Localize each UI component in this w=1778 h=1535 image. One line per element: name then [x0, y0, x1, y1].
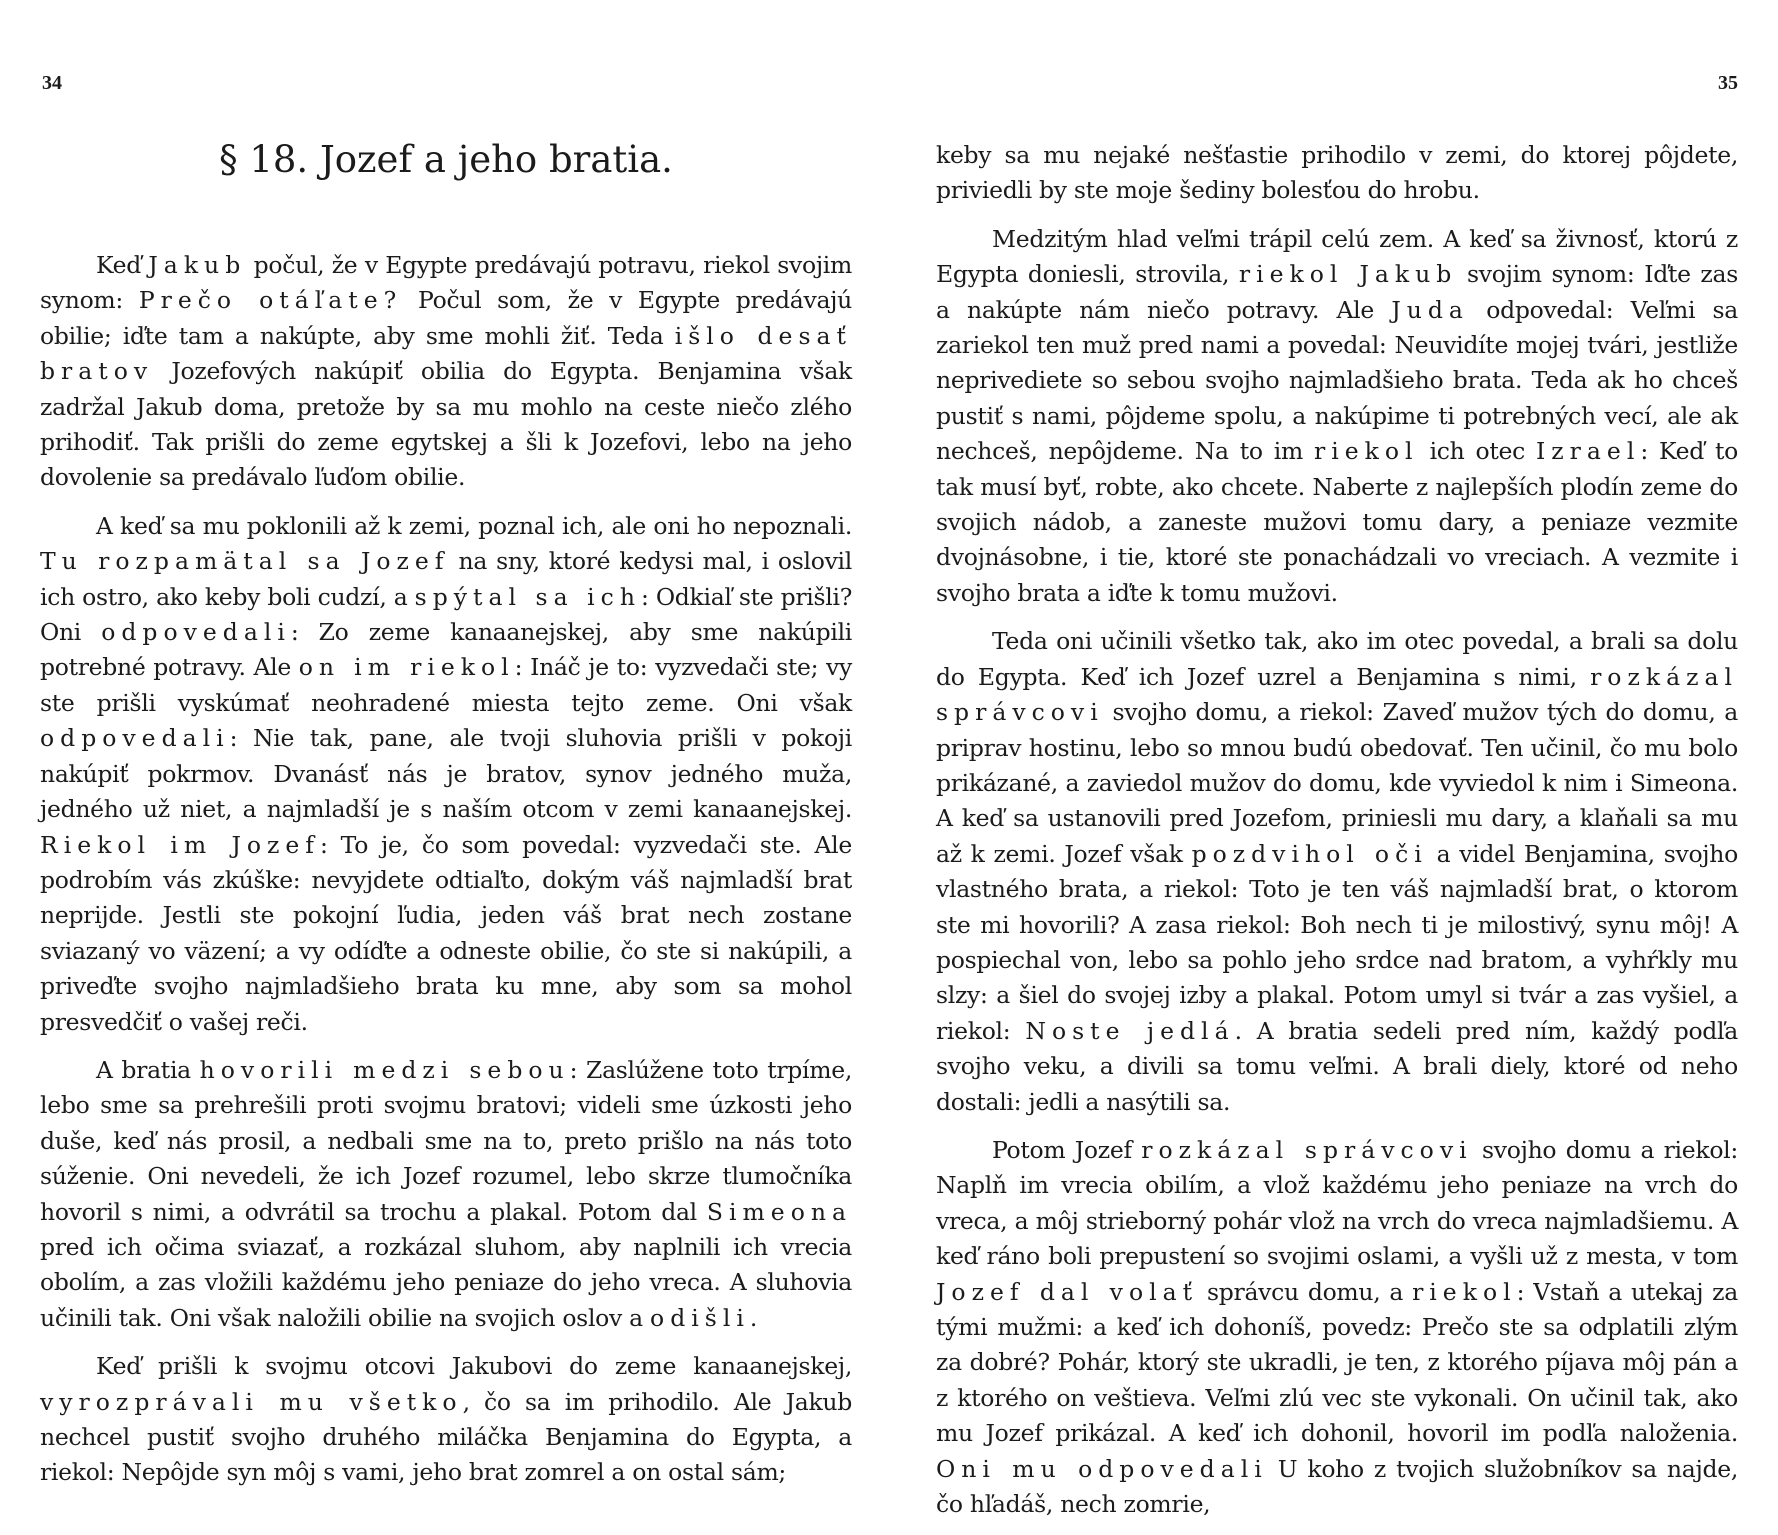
- text-run: odpovedal: Veľmi sa zariekol ten muž pred nami a povedal: Neuvidíte mojej tvári, jestliže neprivediete so sebou svojho najmladšieho brata. Teda ak ho chceš pustiť s nami, pôjdeme spolu, a nakúpime ti potrebných vecí, ale ak nechceš, nepôjdeme. Na to im: [936, 295, 1738, 466]
- text-run: ich otec: [1418, 437, 1537, 466]
- text-run: .: [749, 1303, 758, 1332]
- paragraph: [40, 509, 852, 1040]
- right-page-body: [936, 138, 1738, 1535]
- text-run: správcu domu, a: [1198, 1277, 1413, 1306]
- text-run: , čo sa im prihodilo. Ale Jakub nechcel pustiť svojho druhého miláčka Benjamina do Egypta, a riekol: Nepôjde syn môj s vami, jeho brat zomrel a on ostal sám;: [40, 1387, 852, 1487]
- text-run: a videl Benjamina, svojho vlastného brata, a riekol: Toto je ten váš najmladší brat, o ktorom ste mi hovorili? A zasa riekol: Boh nech ti je milostivý, synu môj! A pospiechal von, lebo sa pohlo jeho srdce nad bratom, a vyhŕkly mu slzy: a šiel do svojej izby a plakal. Potom umyl si tvár a zas vyšiel, a riekol:: [936, 839, 1738, 1045]
- spaced-emphasis: odpovedali: [40, 724, 230, 753]
- text-run: svojho domu, a riekol: Zaveď mužov tých do domu, a priprav hostinu, lebo so mnou budú obedovať. Ten učinil, čo mu bolo prikázané, a zaviedol mužov do domu, kde vyviedol k nim i Simeona. A keď sa ustanovili pred Jozefom, priniesli mu dary, a klaňali sa mu až k zemi. Jozef však: [936, 698, 1738, 868]
- spaced-emphasis: Izrael: [1536, 437, 1641, 466]
- spaced-emphasis: Jakub: [148, 251, 247, 279]
- text-run: : Odkiaľ ste prišli? Oni: [40, 582, 852, 647]
- text-run: Jozefových nakúpiť obilia do Egypta. Benjamina však zadržal Jakub doma, pretože by sa mu mohlo na ceste niečo zlého prihodiť. Tak prišli do zeme egytskej a šli k Jozefovi, lebo na jeho dovolenie sa predávalo ľuďom obilie.: [40, 357, 852, 492]
- text-run: Medzitým hlad veľmi trápil celú zem. A keď sa živnosť, ktorú z Egypta doniesli, strovila,: [936, 224, 1738, 289]
- text-run: U koho z tvojich služobníkov sa najde, čo hľadáš, nech zomrie,: [936, 1454, 1738, 1519]
- text-run: Potom Jozef: [992, 1135, 1142, 1164]
- text-run: : Zaslúžene toto trpíme, lebo sme sa prehrešili proti svojmu bratovi; videli sme úzkosti jeho duše, keď nás prosil, a nedbali sme na to, preto prišlo na nás toto súženie. Oni nevedeli, že ich Jozef rozumel, lebo skrze tlumočníka hovoril s nimi, a odvrátil sa trochu a plakal. Potom dal: [40, 1055, 853, 1226]
- page-number: 34: [42, 72, 62, 94]
- text-run: : Zo zeme kanaanejskej, aby sme nakúpili potrebné potravy. Ale: [40, 618, 852, 682]
- text-run: . A bratia sedeli pred ním, každý podľa svojho veku, a divili sa tomu veľmi. A brali diely, ktoré od neho dostali: jedli a nasýtili sa.: [936, 1016, 1738, 1116]
- spaced-emphasis: hovorili medzi sebou: [199, 1055, 570, 1084]
- chapter-title: § 18. Jozef a jeho bratia.: [219, 138, 673, 181]
- paragraph: [936, 138, 1738, 209]
- spaced-emphasis: Oni mu odpovedali: [936, 1454, 1268, 1483]
- spaced-emphasis: rozkázal správcovi: [1141, 1135, 1473, 1164]
- text-run: : Vstaň a utekaj za tými mužmi: a keď ich dohoníš, povedz: Prečo ste sa odplatili zlým za dobré? Pohár, ktorý ste ukradli, je ten, z ktorého píjava môj pán a z ktorého on veštieva. Veľmi zlú vec ste vykonali. On učinil tak, ako mu Jozef prikázal. A keď ich dohonil, hovoril im podľa naloženia.: [936, 1277, 1738, 1448]
- spaced-emphasis: riekol: [1412, 1277, 1517, 1306]
- text-run: Keď: [96, 251, 149, 279]
- spaced-emphasis: riekol Jakub: [1238, 260, 1458, 289]
- text-run: keby sa mu nejaké nešťastie prihodilo v zemi, do ktorej pôjdete, priviedli by ste moje šediny bolesťou do hrobu.: [936, 141, 1738, 205]
- text-run: A keď sa mu poklonili až k zemi, poznal ich, ale oni ho nepoznali.: [96, 511, 852, 540]
- text-run: : Ináč je to: vyzvedači ste; vy ste prišli vyskúmať neohradené miesta tejto zeme. Oni však: [40, 653, 852, 717]
- text-run: svojim synom: Iďte zas a nakúpte nám niečo potravy. Ale: [936, 260, 1738, 324]
- paragraph: [936, 222, 1738, 611]
- page-number: 35: [1718, 72, 1738, 94]
- spaced-emphasis: vyrozprávali mu všetko: [40, 1387, 463, 1416]
- paragraph: [936, 624, 1738, 1120]
- text-run: pred ich očima sviazať, a rozkázal sluhom, aby naplnili ich vrecia obolím, a zas vložili každému jeho peniaze do jeho vreca. A sluhovia učinili tak. Oni však naložili obilie na svojich oslov a: [40, 1232, 852, 1332]
- text-run: : Nie tak, pane, ale tvoji sluhovia prišli v pokoji nakúpiť pokrmov. Dvanásť nás je bratov, synov jedného muža, jedného už niet, a najmladší je s naším otcom v zemi kanaanejskej.: [40, 724, 852, 824]
- spaced-emphasis: odišli: [650, 1303, 750, 1332]
- text-run: na sny, ktoré kedysi mal, i oslovil ich ostro, ako keby boli cudzí, a: [40, 547, 852, 611]
- text-run: Keď prišli k svojmu otcovi Jakubovi do zeme kanaanejskej,: [96, 1352, 852, 1381]
- spaced-emphasis: pozdvihol oči: [1191, 839, 1428, 868]
- paragraph: [936, 1133, 1738, 1522]
- spaced-emphasis: riekol: [1313, 437, 1419, 466]
- spaced-emphasis: odpovedali: [101, 618, 291, 647]
- text-run: Počul som, že v Egypte predávajú obilie; iďte tam a nakúpte, aby sme mohli žiť. Teda: [40, 286, 852, 350]
- right-page: [936, 0, 1739, 1519]
- text-run: A bratia: [96, 1055, 200, 1084]
- text-run: : Keď to tak musí byť, robte, ako chcete. Naberte z najlepších plodín zeme do svojich nádob, a zaneste mužovi tomu dary, a peniaze vezmite dvojnásobne, i tie, ktoré ste ponachádzali vo vreciach. A vezmite i svojho brata a iďte k tomu mužovi.: [936, 437, 1738, 607]
- spaced-emphasis: Juda: [1391, 295, 1469, 324]
- paragraph: [40, 1053, 852, 1336]
- spaced-emphasis: Simeona: [706, 1197, 852, 1226]
- left-page: [40, 0, 852, 1500]
- spaced-emphasis: rozkázal správcovi: [936, 662, 1738, 727]
- text-run: : To je, čo som povedal: vyzvedači ste. Ale podrobím vás zkúške: nevyjdete odtiaľto, dokým váš najmladší brat neprijde. Jestli ste pokojní ľudia, jeden váš brat nech zostane sviazaný vo väzení; a vy odíďte a odneste obilie, čo ste si nakúpili, a priveďte svojho najmladšieho brata ku mne, aby som sa mohol presvedčiť o vašej reči.: [40, 830, 852, 1036]
- spaced-emphasis: spýtal sa ich: [414, 582, 641, 611]
- paragraph: [40, 1349, 852, 1491]
- paragraph: [40, 248, 852, 496]
- spaced-emphasis: Tu rozpamätal sa Jozef: [40, 547, 450, 576]
- text-run: Teda oni učinili všetko tak, ako im otec povedal, a brali sa dolu do Egypta. Keď ich Jozef uzrel a Benjamina s nimi,: [936, 627, 1738, 691]
- spaced-emphasis: Noste jedlá: [1025, 1016, 1235, 1045]
- spaced-emphasis: on im riekol: [298, 653, 515, 682]
- spaced-emphasis: Riekol im Jozef: [40, 830, 321, 859]
- spaced-emphasis: išlo desať bratov: [40, 321, 852, 386]
- spaced-emphasis: Jozef dal volať: [936, 1277, 1199, 1306]
- text-run: svojho domu a riekol: Naplň im vrecia obilím, a vlož každému jeho peniaze na vrch do vreca, a môj strieborný pohár vlož na vrch do vreca najmladšiemu. A keď ráno boli prepustení so svojimi oslami, a vyšli už z mesta, v tom: [936, 1135, 1739, 1271]
- text-run: počul, že v Egypte predávajú potravu, riekol svojim synom:: [40, 251, 853, 315]
- spaced-emphasis: Prečo otáľate?: [138, 286, 403, 315]
- left-page-body: [40, 248, 852, 1504]
